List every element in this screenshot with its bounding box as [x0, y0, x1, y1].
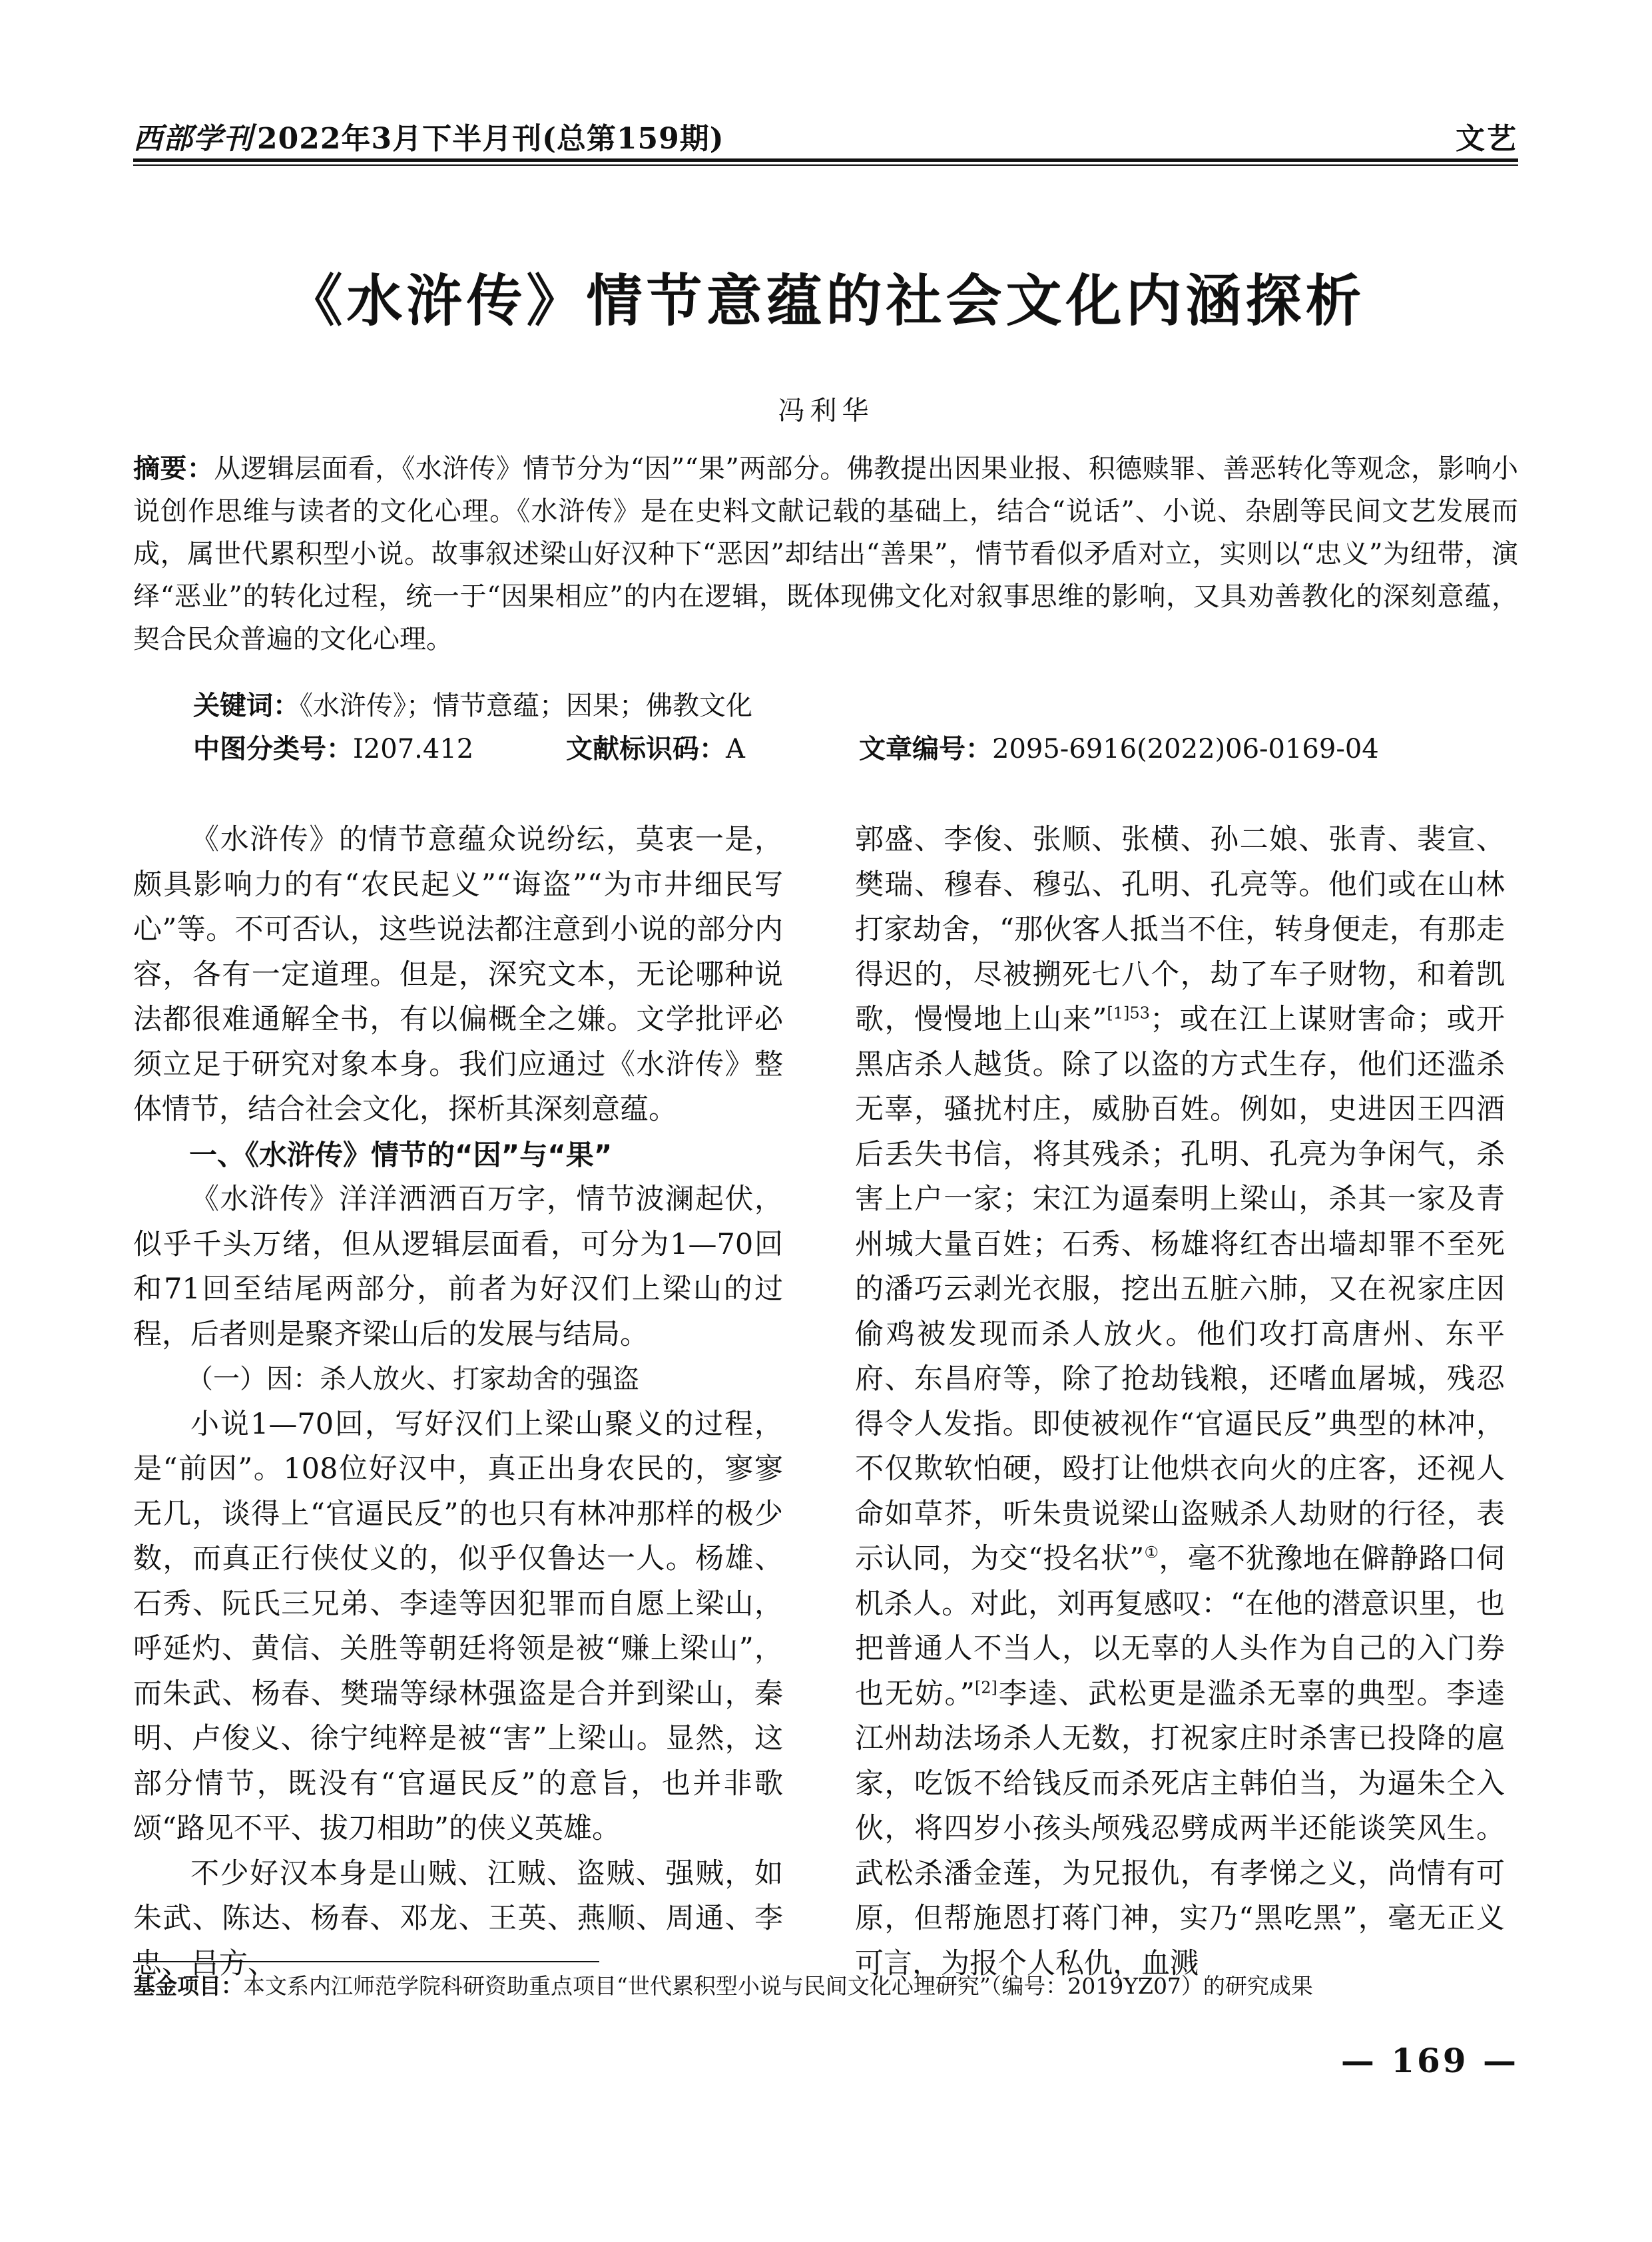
author: 冯利华 — [778, 396, 874, 426]
classification-line — [193, 729, 1518, 769]
abstract-text: 从逻辑层面看，《水浒传》情节分为“因”“果”两部分。佛教提出因果业报、积德赎罪、善恶转化等观念，影响小说创作思维与读者的文化心理。《水浒传》是在史料文献记载的基础上，结合“说话”、小说、杂剧等民间文艺发展而成，属世代累积型小说。故事叙述梁山好汉种下“恶因”却结出“善果”，情节看似矛盾对立，实则以“忠义”为纽带，演绎“恶业”的转化过程，统一于“因果相应”的内在逻辑，既体现佛文化对叙事思维的影响，又具劝善教化的深刻意蕴，契合民众普遍的文化心理。 — [133, 453, 1519, 655]
keywords — [193, 686, 1518, 726]
citation: [2] — [974, 1678, 997, 1697]
document-code: 文献标识码：A — [566, 734, 745, 764]
keywords-text: 《水浒传》；情节意蕴；因果；佛教文化 — [300, 691, 752, 721]
abstract-label: 摘要： — [133, 453, 214, 484]
header-left — [133, 115, 724, 157]
body-column-right — [855, 818, 1505, 1986]
footnote-label: 基金项目： — [133, 1973, 243, 1999]
page-number: — 169 — — [1340, 2041, 1519, 2080]
paragraph: 郭盛、李俊、张顺、张横、孙二娘、张青、裴宣、樊瑞、穆春、穆弘、孔明、孔亮等。他们或在山林打家劫舍，“那伙客人抵当不住，转身便走，有那走得迟的，尽被搠死七八个，劫了车子财物，和着凯歌，慢慢地上山来”$^{[1]53}$；或在江上谋财害命；或开黑店杀人越货。除了以盗的方式生存，他们还滥杀无辜，骚扰村庄，威胁百姓。例如，史进因王四酒后丢失书信，将其残杀；孔明、孔亮为争闲气，杀害上户一家；宋江为逼秦明上梁山，杀其一家及青州城大量百姓；石秀、杨雄将红杏出墙却罪不至死的潘巧云剥光衣服，挖出五脏六肺，又在祝家庄因偷鸡被发现而杀人放火。他们攻打高唐州、东平府、东昌府等，除了抢劫钱粮，还嗜血屠城，残忍得令人发指。即使被视作“官逼民反”典型的林冲，不仅欺软怕硬，殴打让他烘衣向火的庄客，还视人命如草芥，听朱贵说梁山盗贼杀人劫财的行径，表示认同，为交“投名状”①，毫不犹豫地在僻静路口伺机杀人。对此，刘再复感叹：“在他的潜意识里，也把普通人不当人，以无辜的人头作为自己的入门券也无妨。”[2]李逵、武松更是滥杀无辜的典型。李逵江州劫法场杀人无数，打祝家庄时杀害已投降的扈家，吃饭不给钱反而杀死店主韩伯当，为逼朱仝入伙，将四岁小孩头颅残忍劈成两半还能谈笑风生。武松杀潘金莲，为兄报仇，有孝悌之义，尚情有可原，但帮施恩打蒋门神，实乃“黑吃黑”，毫无正义可言，为报个人私仇，血溅 — [855, 823, 1506, 1980]
subsection-heading: （一）因：杀人放火、打家劫舍的强盗 — [186, 1364, 639, 1394]
header-rule-thin — [133, 164, 1518, 166]
keywords-label: 关键词： — [193, 691, 300, 721]
section-heading: 一、《水浒传》情节的“因”与“果” — [189, 1138, 613, 1171]
abstract — [133, 447, 1518, 661]
paragraph: 不少好汉本身是山贼、江贼、盗贼、强贼，如朱武、陈达、杨春、邓龙、王英、燕顺、周通、李忠、吕方、 — [133, 1856, 783, 1980]
funding-footnote — [133, 1971, 1518, 2002]
journal-logo: 西部学刊 — [133, 122, 253, 156]
article-number: 文章编号：2095-6916(2022)06-0169-04 — [859, 734, 1379, 764]
paragraph: 《水浒传》洋洋洒洒百万字，情节波澜起伏，似乎千头万绪，但从逻辑层面看，可分为1—70回和71回至结尾两部分，前者为好汉们上梁山的过程，后者则是聚齐梁山后的发展与结局。 — [133, 1183, 783, 1351]
paragraph: 《水浒传》的情节意蕴众说纷纭，莫衷一是，颇具影响力的有“农民起义”“诲盗”“为市井细民写心”等。不可否认，这些说法都注意到小说的部分内容，各有一定道理。但是，深究文本，无论哪种说法都很难通解全书，有以偏概全之嫌。文学批评必须立足于研究对象本身。我们应通过《水浒传》整体情节，结合社会文化，探析其深刻意蕴。 — [133, 823, 783, 1126]
header-rule — [133, 158, 1518, 162]
footnote-text: 本文系内江师范学院科研资助重点项目“世代累积型小说与民间文化心理研究”（编号：2019YZ07）的研究成果 — [243, 1973, 1313, 1999]
footnote-marker: ① — [1144, 1543, 1159, 1562]
body-column-left — [133, 818, 783, 1986]
running-header — [133, 112, 1518, 156]
paragraph: 小说1—70回，写好汉们上梁山聚义的过程，是“前因”。108位好汉中，真正出身农民的，寥寥无几，谈得上“官逼民反”的也只有林冲那样的极少数，而真正行侠仗义的，似乎仅鲁达一人。杨雄、石秀、阮氏三兄弟、李逵等因犯罪而自愿上梁山，呼延灼、黄信、关胜等朝廷将领是被“赚上梁山”，而朱武、杨春、樊瑞等绿林强盗是合并到梁山，秦明、卢俊义、徐宁纯粹是被“害”上梁山。显然，这部分情节，既没有“官逼民反”的意旨，也并非歌颂“路见不平、拔刀相助”的侠义英雄。 — [133, 1407, 783, 1845]
citation: [1]53 — [1107, 1003, 1150, 1023]
section-name: 文艺 — [1456, 122, 1518, 156]
clc-number: 中图分类号：I207.412 — [193, 734, 474, 764]
footnote-rule — [133, 1961, 599, 1962]
article-title: 《水浒传》情节意蕴的社会文化内涵探析 — [286, 268, 1366, 334]
issue-info: 2022年3月下半月刊(总第159期) — [257, 122, 724, 156]
